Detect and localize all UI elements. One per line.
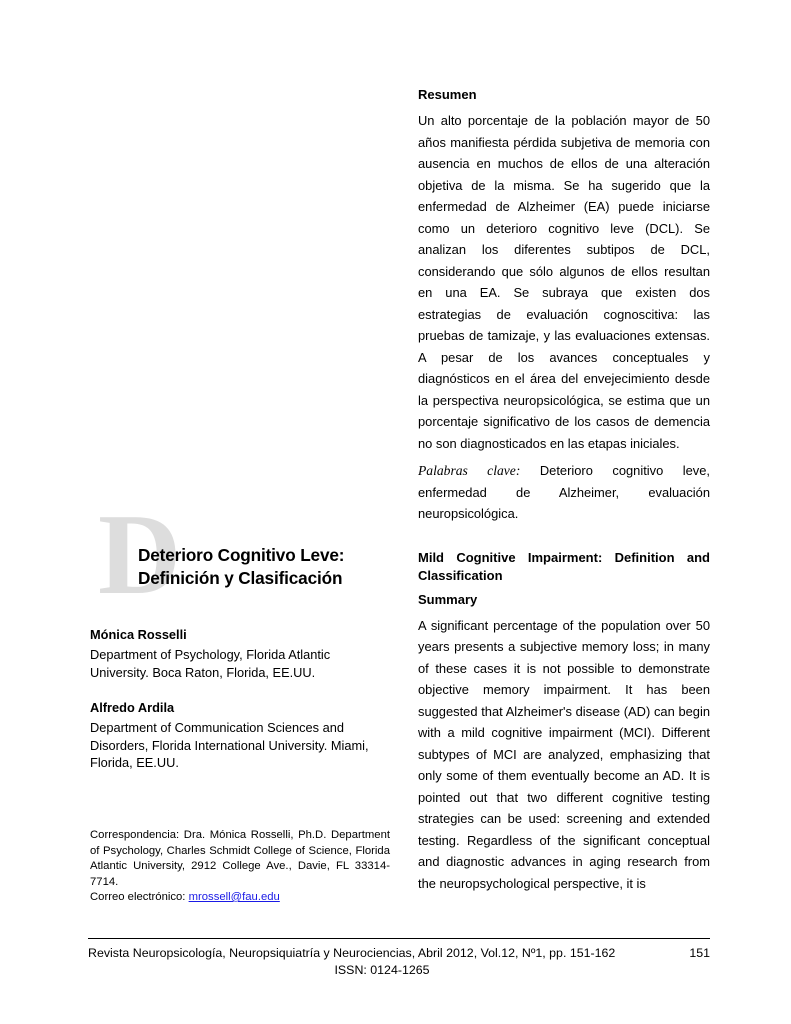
abstract-es-heading: Resumen — [418, 87, 477, 102]
abstract-en-heading: Summary — [418, 591, 478, 607]
author-block — [90, 626, 390, 772]
keywords-value: Deterioro cognitivo leve, enfermedad de Alzheimer, evaluación neuropsicológica. — [418, 463, 710, 521]
abstract-en-title: Mild Cognitive Impairment: Definition and Classification — [418, 549, 710, 583]
section-spacer — [418, 525, 710, 549]
footer-page-number: 151 — [689, 946, 710, 960]
article-title-line-2: Definición y Clasificación — [138, 568, 343, 588]
footer-citation-row — [88, 945, 710, 962]
correspondence-email-label: Correo electrónico: — [90, 891, 186, 903]
author-name-1: Mónica Rosselli — [90, 627, 187, 642]
footer-divider — [88, 938, 710, 939]
keywords-label: Palabras clave: — [418, 463, 521, 478]
page-footer — [88, 938, 710, 979]
left-column — [90, 86, 390, 916]
abstract-en-body: A significant percentage of the population over 50 years presents a subjective memory loss; in many of these cases it is not possible to demonstrate objective memory impairment. It has been suggested that Alzheimer's disease (AD) can begin with a mild cognitive impairment (MCI). Different subtypes of MCI are analyzed, emphasizing that only some of them eventually become an AD. It is pointed out that two different cognitive testing strategies can be used: screening and extended testing. Regardless of the significant conceptual and diagnostic advances in aging research from the neuropsychological perspective, it is — [418, 617, 710, 891]
author-affiliation-1: Department of Psychology, Florida Atlantic University. Boca Raton, Florida, EE.UU. — [90, 647, 331, 680]
keywords-line — [418, 460, 710, 525]
correspondence-text: Correspondencia: Dra. Mónica Rosselli, Ph.D. Department of Psychology, Charles Schmidt College of Science, Florida Atlantic University, 2912 College Ave., Davie, FL 33314-7714. — [90, 829, 390, 888]
correspondence-block — [90, 828, 390, 906]
right-column — [418, 86, 710, 900]
footer-issn: ISSN: 0124-1265 — [334, 963, 430, 977]
author-affiliation-2: Department of Communication Sciences and Disorders, Florida International University. Miami, Florida, EE.UU. — [90, 720, 369, 770]
article-title-line-1: Deterioro Cognitivo Leve: — [138, 545, 345, 565]
page-title — [138, 544, 390, 590]
footer-citation: Revista Neuropsicología, Neuropsiquiatría y Neurociencias, Abril 2012, Vol.12, Nº1, pp. 151-162 — [88, 946, 616, 960]
correspondence-email-link[interactable]: mrossell@fau.edu — [188, 891, 280, 903]
title-block — [90, 491, 390, 618]
author-name-2: Alfredo Ardila — [90, 700, 175, 715]
correspondence-email-line — [90, 890, 390, 906]
abstract-es-body: Un alto porcentaje de la población mayor de 50 años manifiesta pérdida subjetiva de memoria con ausencia en muchos de ellos de una alteración objetiva de la misma. Se ha sugerido que la enfermedad de Alzheimer (EA) puede iniciarse como un deterioro cognitivo leve (DCL). Se analizan los diferentes subtipos de DCL, considerando que sólo algunos de ellos resultan en una EA. Se subraya que existen dos estrategias de evaluación cognoscitiva: las pruebas de tamizaje, y las evaluaciones extensas. A pesar de los avances conceptuales y diagnósticos en el área del envejecimiento desde la perspectiva neuropsicológica, se estima que un porcentaje significativo de los casos de demencia no son diagnosticados en las etapas iniciales. — [418, 113, 710, 451]
dropcap-letter: D — [98, 491, 180, 618]
